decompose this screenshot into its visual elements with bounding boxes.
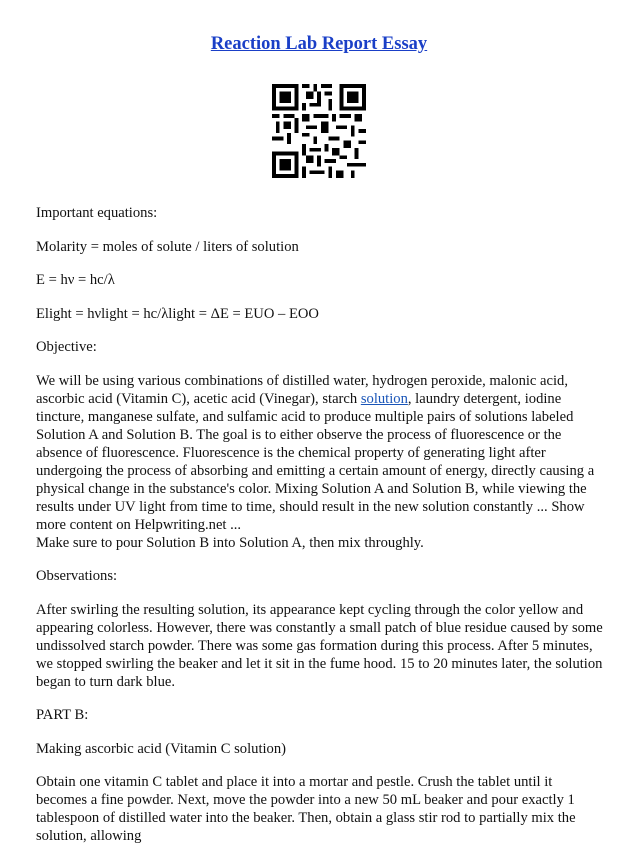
elight-equation: Elight = hνlight = hc/λlight = ΔE = EUO – EOO <box>36 305 319 322</box>
objective-paragraph <box>36 372 606 552</box>
equations-heading: Important equations: <box>36 205 158 221</box>
energy-equation: E = hν = hc/λ <box>36 272 115 288</box>
observations-paragraph: After swirling the resulting solution, its appearance kept cycling through the color yellow and appearing colorless. However, there was constantly a small patch of blue residue caused by some undissolved starch powder. There was some gas formation during this process. After 5 minutes, we stopped swirling the beaker and let it sit in the fume hood. 15 to 20 minutes later, the solution began to turn dark blue. <box>36 601 603 690</box>
solution-link[interactable]: solution <box>360 390 408 407</box>
part-b-subheading: Making ascorbic acid (Vitamin C solution) <box>36 740 287 757</box>
part-b-paragraph: Obtain one vitamin C tablet and place it into a mortar and pestle. Crush the tablet until it becomes a fine powder. Next, move the powder into a new 50 mL beaker and pour exactly 1 tablespoon of distilled water into the beaker. Then, obtain a glass stir rod to partially mix the solution, allowing <box>36 774 576 844</box>
objective-heading: Objective: <box>36 339 97 355</box>
document-title[interactable]: Reaction Lab Report Essay <box>210 34 428 54</box>
objective-text-end: , laundry detergent, iodine tincture, manganese sulfate, and sulfamic acid to produce multiple pairs of solutions labeled Solution A and Solution B. The goal is to either observe the process of fluorescence or the absence of fluorescence. Fluorescence is the chemical property of generating light after undergoing the process of absorbing and emitting a certain amount of energy, directly causing a physical change in the substance's color. Mixing Solution A and Solution B, while viewing the results under UV light from time to time, should result in the new solution constantly ... Show more content on Helpwriting.net ... <box>36 390 595 533</box>
observations-heading: Observations: <box>36 568 118 584</box>
qr-code <box>272 84 366 178</box>
objective-text-start: We will be using various combinations of distilled water, hydrogen peroxide, malonic acid, ascorbic acid (Vitamin C), acetic acid (Vinegar), starch <box>36 372 569 407</box>
objective-text-extra: Make sure to pour Solution B into Solution A, then mix throughly. <box>36 534 424 551</box>
part-b-heading: PART B: <box>36 707 89 723</box>
molarity-equation: Molarity = moles of solute / liters of solution <box>36 238 299 255</box>
document-body <box>36 204 606 861</box>
